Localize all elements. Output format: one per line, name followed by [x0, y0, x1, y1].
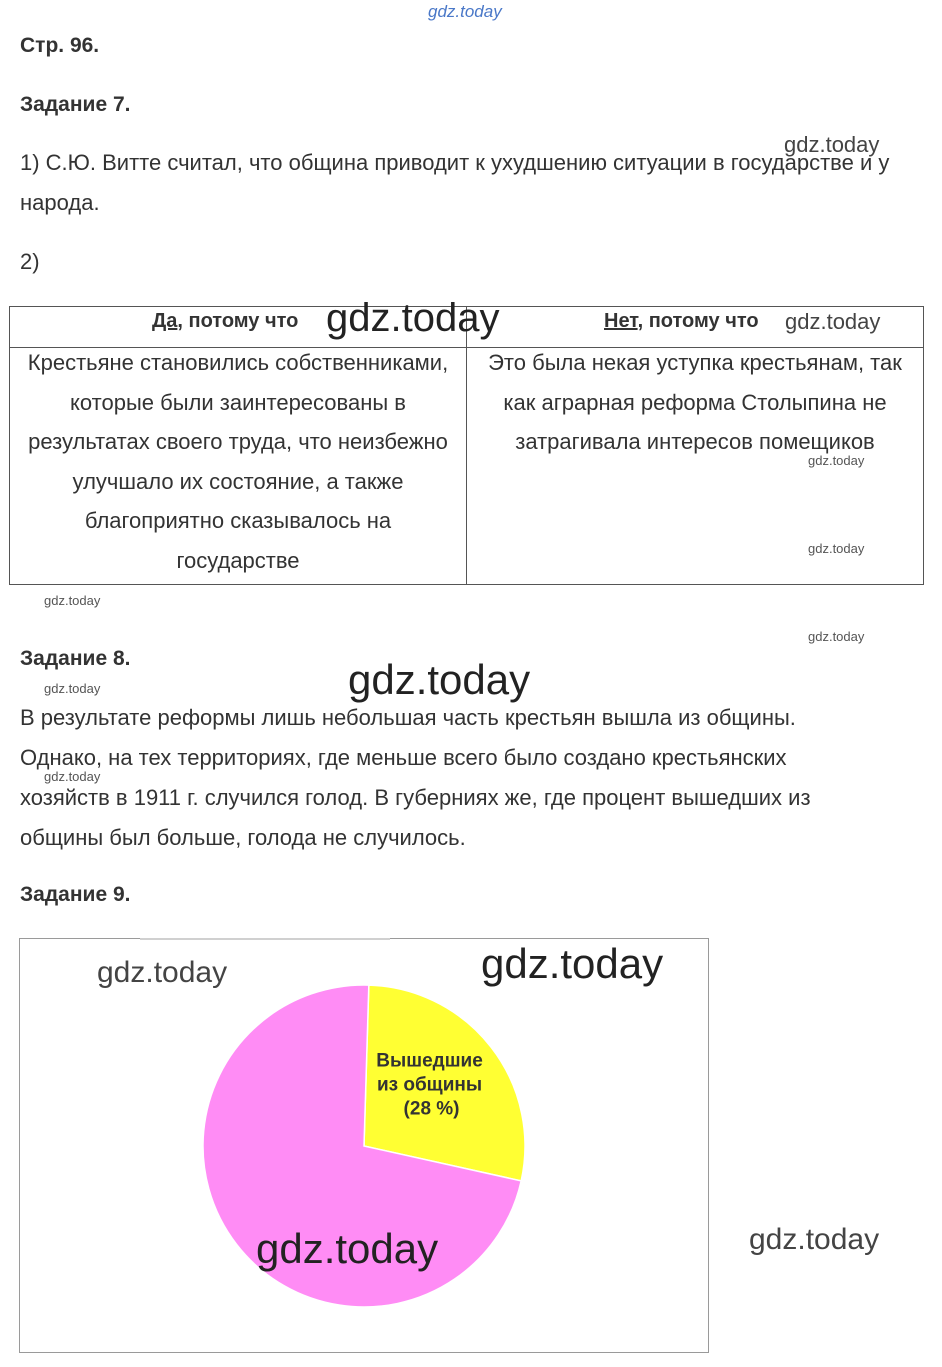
task8-text: В результате реформы лишь небольшая часть крестьян вышла из общины. Однако, на тех территориях, где меньше всего было создано крестьянских хозяйств в 1911 г. случился голод. В губерниях же, где процент вышедших из общины был больше, голода не случилось.	[20, 705, 811, 850]
slice-label-line2: из общины	[376, 1074, 483, 1096]
watermark: gdz.today	[428, 2, 502, 21]
watermark: gdz.today	[97, 956, 228, 989]
watermark: gdz.today	[749, 1223, 880, 1256]
watermark: gdz.today	[481, 940, 664, 987]
watermark: gdz.today	[44, 769, 101, 784]
yes-reason-text: Крестьяне становились собственниками, которые были заинтересованы в результатах своего труда, что неизбежно улучшало их состояние, а также благоприятно сказывалось на государстве	[27, 350, 449, 573]
header-yes-rest: , потому что	[177, 310, 299, 332]
no-reason-text: Это была некая уступка крестьянам, так как аграрная реформа Столыпина не затрагивала интересов помещиков	[488, 350, 902, 454]
answer-table	[9, 306, 924, 585]
task8-title: Задание 8.	[20, 647, 131, 670]
task9-title: Задание 9.	[20, 883, 131, 906]
table-cell-yes	[10, 348, 467, 585]
watermark: gdz.today	[348, 656, 531, 703]
watermark: gdz.today	[44, 681, 101, 696]
header-no-rest: , потому что	[637, 310, 759, 332]
watermark: gdz.today	[256, 1225, 439, 1272]
pie-chart	[20, 939, 708, 1352]
header-yes-word: Да	[152, 310, 178, 332]
task7-item1: 1) С.Ю. Витте считал, что община приводит к ухудшению ситуации в государстве и у народа.	[20, 150, 890, 215]
slice-label-line3: (28 %)	[403, 1098, 460, 1120]
pie-chart-frame	[19, 938, 709, 1353]
watermark: gdz.today	[785, 309, 881, 334]
header-no-word: Нет	[604, 310, 638, 332]
watermark: gdz.today	[808, 453, 865, 468]
watermark: gdz.today	[808, 629, 865, 644]
watermark: gdz.today	[44, 593, 101, 608]
watermark: gdz.today	[808, 541, 865, 556]
slice-label-line1: Вышедшие	[376, 1050, 483, 1072]
task7-item2: 2)	[20, 249, 40, 274]
watermark: gdz.today	[784, 132, 880, 157]
task7-title: Задание 7.	[20, 93, 131, 116]
watermark: gdz.today	[326, 296, 500, 340]
page-reference: Стр. 96.	[20, 34, 100, 57]
